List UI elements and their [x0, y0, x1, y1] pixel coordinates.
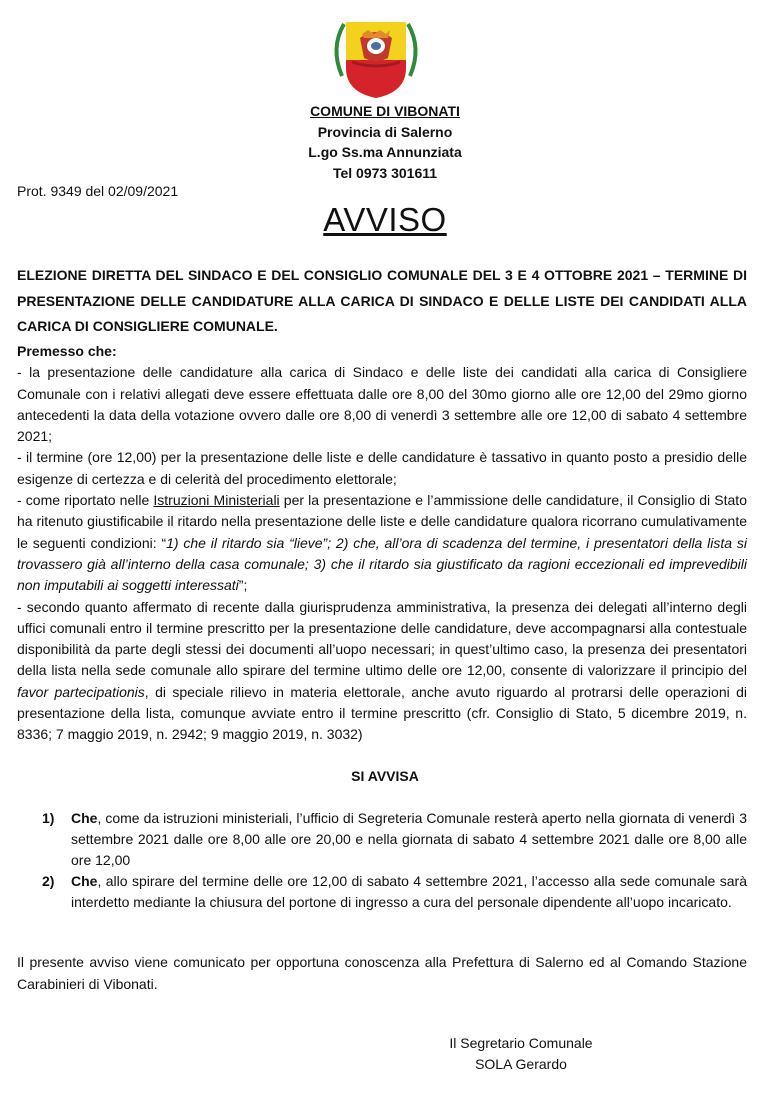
list-item [17, 808, 747, 871]
premise-3-quote: 1) che il ritardo sia “lieve”; 2) che, all’ora di scadenza del termine, i presentatori della lista si trovassero già all’interno della casa comunale; 3) che il ritardo sia giustificato da ragioni eccezionali ed imprevedibili non imputabili ai soggetti interessati [17, 534, 747, 594]
signatory-name: SOLA Gerardo [475, 1056, 567, 1072]
municipality-name: COMUNE DI VIBONATI [310, 103, 460, 119]
protocol-number: Prot. 9349 del 02/09/2021 [17, 183, 179, 199]
premises-section [17, 341, 747, 746]
notice-heading: SI AVVISA [351, 768, 419, 784]
ministerial-instructions-reference: Istruzioni Ministeriali [153, 492, 280, 509]
notice-subject: ELEZIONE DIRETTA DEL SINDACO E DEL CONSIGLIO COMUNALE DEL 3 E 4 OTTOBRE 2021 – TERMINE DI PRESENTAZIONE DELLE CANDIDATURE ALLA CARICA DI SINDACO E DELLE LISTE DEI CANDIDATI ALLA CARICA DI CONSIGLIERE COMUNALE. [17, 267, 747, 334]
premise-paragraph-3 [17, 490, 747, 596]
premise-paragraph-2: - il termine (ore 12,00) per la presentazione delle liste e delle candidature è tassativo in quanto posto a presidio delle esigenze di certezza e di celerità del procedimento elettorale; [17, 449, 747, 487]
premise-paragraph-1: - la presentazione delle candidature alla carica di Sindaco e delle liste dei candidati alla carica di Consigliere Comunale con i relativi allegati deve essere effettuata dalle ore 8,00 del 30mo giorno alle ore 12,00 del 29mo giorno antecedenti la data della votazione ovvero dalle ore 8,00 di venerdì 3 settembre alle ore 12,00 di sabato 4 settembre 2021; [17, 364, 747, 445]
list-item-body: , come da istruzioni ministeriali, l’ufficio di Segreteria Comunale resterà aperto nella giornata di venerdì 3 settembre 2021 dalle ore 8,00 alle ore 20,00 e nella giornata di sabato 4 settembre 2021 dalle ore 8,00 alle ore 12,00 [71, 810, 747, 868]
premise-4-start: - secondo quanto affermato di recente dalla giurisprudenza amministrativa, la presenza dei delegati all’interno degli uffici comunali entro il termine prescritto per la presentazione delle candidature, deve accompagnarsi alla contestuale disponibilità da parte degli stessi dei documenti all’uopo necessari; in quest’ultimo caso, la presenza dei presentatori della lista nella sede comunale allo spirare del termine ultimo delle ore 12,00, consente di valorizzare il principio del [17, 598, 747, 679]
signatory-role: Il Segretario Comunale [449, 1035, 593, 1051]
premise-3-middle: per la presentazione e l’ammissione delle candidature, il Consiglio di Stato ha ritenuto giustificabile il ritardo nella presentazione delle liste e delle candidature qualora ricorrano cumulativamente le seguenti condizioni: “ [17, 492, 747, 551]
document-title: AVVISO [323, 201, 447, 238]
premise-paragraph-4 [17, 597, 747, 746]
premises-lead: Premesso che: [17, 343, 117, 359]
premise-3-end: ”; [238, 577, 248, 594]
list-item-body: , allo spirare del termine delle ore 12,00 di sabato 4 settembre 2021, l’accesso alla sede comunale sarà interdetto mediante la chiusura del portone di ingresso a cura del personale dipendente all’uopo incaricato. [71, 873, 747, 910]
premise-3-start: - come riportato nelle [17, 492, 154, 509]
notice-list [17, 808, 747, 913]
phone: Tel 0973 301611 [332, 164, 438, 181]
list-item [17, 871, 747, 913]
closing-paragraph: Il presente avviso viene comunicato per opportuna conoscenza alla Prefettura di Salerno ed al Comando Stazione Carabinieri di Vibonati. [17, 954, 747, 992]
list-item-number: 2) [42, 873, 55, 889]
signature-block [440, 1033, 602, 1075]
premise-4-italic: favor partecipationis [17, 683, 145, 700]
province: Provincia di Salerno [317, 123, 453, 140]
coat-of-arms-icon [322, 18, 430, 98]
list-item-text [65, 871, 747, 913]
premise-4-end: , di speciale rilievo in materia elettorale, anche avuto riguardo al protrarsi delle operazioni di presentazione della lista, comunque avviate entro il termine prescritto (cfr. Consiglio di Stato, 5 dicembre 2019, n. 8336; 7 maggio 2019, n. 2942; 9 maggio 2019, n. 3032) [17, 683, 748, 743]
list-item-number: 1) [42, 810, 55, 826]
address: L.go Ss.ma Annunziata [308, 144, 462, 160]
list-item-lead: Che [71, 873, 98, 889]
list-item-lead: Che [71, 810, 98, 826]
municipality-header [0, 101, 770, 183]
list-item-text [65, 808, 747, 871]
